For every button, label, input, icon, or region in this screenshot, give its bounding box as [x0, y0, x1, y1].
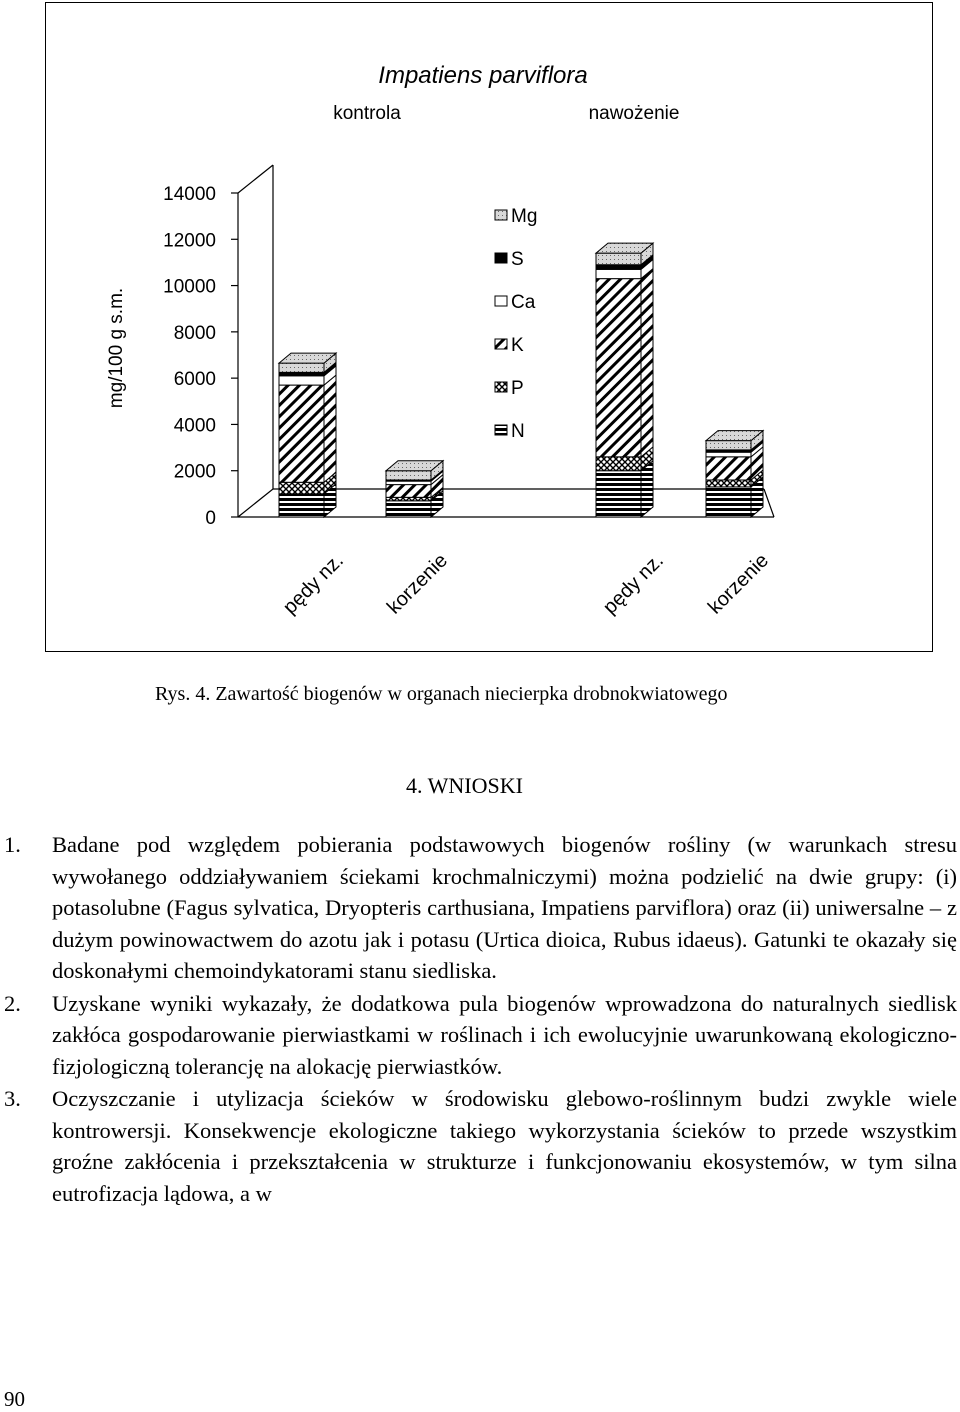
bar-segment-n — [706, 487, 751, 517]
stacked-bar-chart — [46, 3, 931, 650]
legend-label: Mg — [511, 206, 538, 227]
bar-segment-k — [596, 279, 641, 457]
bar-stack — [279, 353, 336, 517]
bar-segment-s — [279, 372, 324, 375]
bar-segment-ca — [706, 452, 751, 457]
y-tick-label: 4000 — [173, 415, 216, 437]
conclusion-item — [4, 988, 957, 1083]
bar-segment-s — [596, 265, 641, 270]
bar-segment-n — [596, 471, 641, 517]
x-tick-label: korzenie — [703, 549, 773, 619]
legend-swatch-k — [495, 339, 507, 349]
x-axis-labels — [279, 550, 773, 619]
bar-stack — [596, 243, 653, 517]
legend-swatch-mg — [495, 210, 507, 220]
bar-side-k — [324, 375, 336, 482]
legend-label: N — [511, 421, 525, 442]
bar-segment-ca — [279, 376, 324, 385]
chart-title: Impatiens parviflora — [378, 62, 588, 89]
conclusion-item — [4, 829, 957, 987]
bar-segment-n — [279, 494, 324, 517]
bar-segment-p — [706, 480, 751, 487]
bar-segment-p — [596, 457, 641, 471]
conclusion-number: 2. — [4, 990, 21, 1016]
page-number: 90 — [4, 1387, 25, 1411]
bar-segment-mg — [596, 253, 641, 265]
y-tick-label: 8000 — [173, 322, 216, 344]
bar-segment-k — [386, 485, 431, 498]
y-tick-label: 2000 — [173, 461, 216, 483]
bar-segment-mg — [706, 441, 751, 450]
chart-frame — [45, 2, 933, 652]
conclusion-item — [4, 1083, 957, 1209]
bar-segment-mg — [279, 363, 324, 372]
bar-segment-k — [279, 385, 324, 482]
x-tick-label: korzenie — [382, 549, 452, 619]
figure-caption: Rys. 4. Zawartość biogenów w organach niecierpka drobnokwiatowego — [155, 683, 728, 705]
legend-swatch-ca — [495, 296, 507, 306]
floor-left-edge — [238, 489, 273, 517]
group-label-kontrola: kontrola — [333, 103, 401, 124]
group-label-nawozenie: nawożenie — [588, 103, 680, 124]
bar-stack — [386, 461, 443, 517]
legend-swatch-n — [495, 425, 507, 435]
bar-segment-mg — [386, 471, 431, 480]
legend — [495, 206, 537, 442]
conclusion-text: Oczyszczanie i utylizacja ścieków w środowisku glebowo-roślinnym budzi zwykle wiele kontrowersji. Konsekwencje ekologiczne takiego wykorzystania ścieków to przede wszystkim groźne zakłócenia i przekształcenia w strukturze i funkcjonowaniu ekosystemów, w tym silna eutrofizacja lądowa, a w — [52, 1086, 957, 1206]
y-tick-label: 10000 — [163, 276, 216, 298]
y-tick-label: 14000 — [163, 184, 216, 205]
y-tick-label: 12000 — [163, 230, 216, 252]
bar-segment-k — [706, 457, 751, 480]
x-tick-label: pędy nz. — [598, 549, 668, 619]
bar-segment-p — [279, 482, 324, 494]
y-axis-ticks — [163, 184, 238, 529]
legend-swatch-p — [495, 382, 507, 392]
x-tick-label: pędy nz. — [278, 549, 348, 619]
y-tick-label: 0 — [205, 508, 216, 529]
bar-segment-n — [386, 501, 431, 517]
legend-label: S — [511, 249, 524, 270]
legend-label: Ca — [511, 292, 536, 313]
floor-right-edge — [764, 489, 774, 517]
bar-stack — [706, 431, 763, 517]
bar-segment-ca — [386, 481, 431, 484]
conclusion-number: 1. — [4, 832, 21, 857]
bar-segment-p — [386, 497, 431, 500]
bar-side-k — [641, 269, 653, 457]
conclusion-text: Badane pod względem pobierania podstawowych biogenów rośliny (w warunkach stresu wywołanego oddziaływaniem ściekami krochmalniczymi) można podzielić na dwie grupy: (i) potasolubne (Fagus sylvatica, Dryopteris carthusiana, Impatiens parviflora) oraz (ii) uniwersalne – z dużym powinowactwem do azotu jak i potasu (Urtica dioica, Rubus idaeus). Gatunki te okazały się doskonałymi chemoindykatorami stanu siedliska. — [52, 832, 957, 983]
conclusion-text: Uzyskane wyniki wykazały, że dodatkowa pula biogenów wprowadzona do naturalnych siedlisk zakłóca gospodarowanie pierwiastkami w roślinach i ich ewolucyjnie uwarunkowaną ekologiczno-fizjologiczną tolerancję na alokację pierwiastków. — [52, 990, 957, 1079]
section-heading: 4. WNIOSKI — [406, 773, 523, 798]
y-tick-label: 6000 — [173, 369, 216, 391]
legend-swatch-s — [495, 253, 507, 263]
conclusion-number: 3. — [4, 1086, 21, 1111]
legend-label: P — [511, 378, 524, 399]
y-axis-label: mg/100 g s.m. — [106, 287, 127, 409]
back-wall-top — [238, 165, 273, 193]
bar-segment-ca — [596, 269, 641, 278]
conclusions-list — [4, 829, 957, 1210]
legend-label: K — [511, 335, 524, 356]
